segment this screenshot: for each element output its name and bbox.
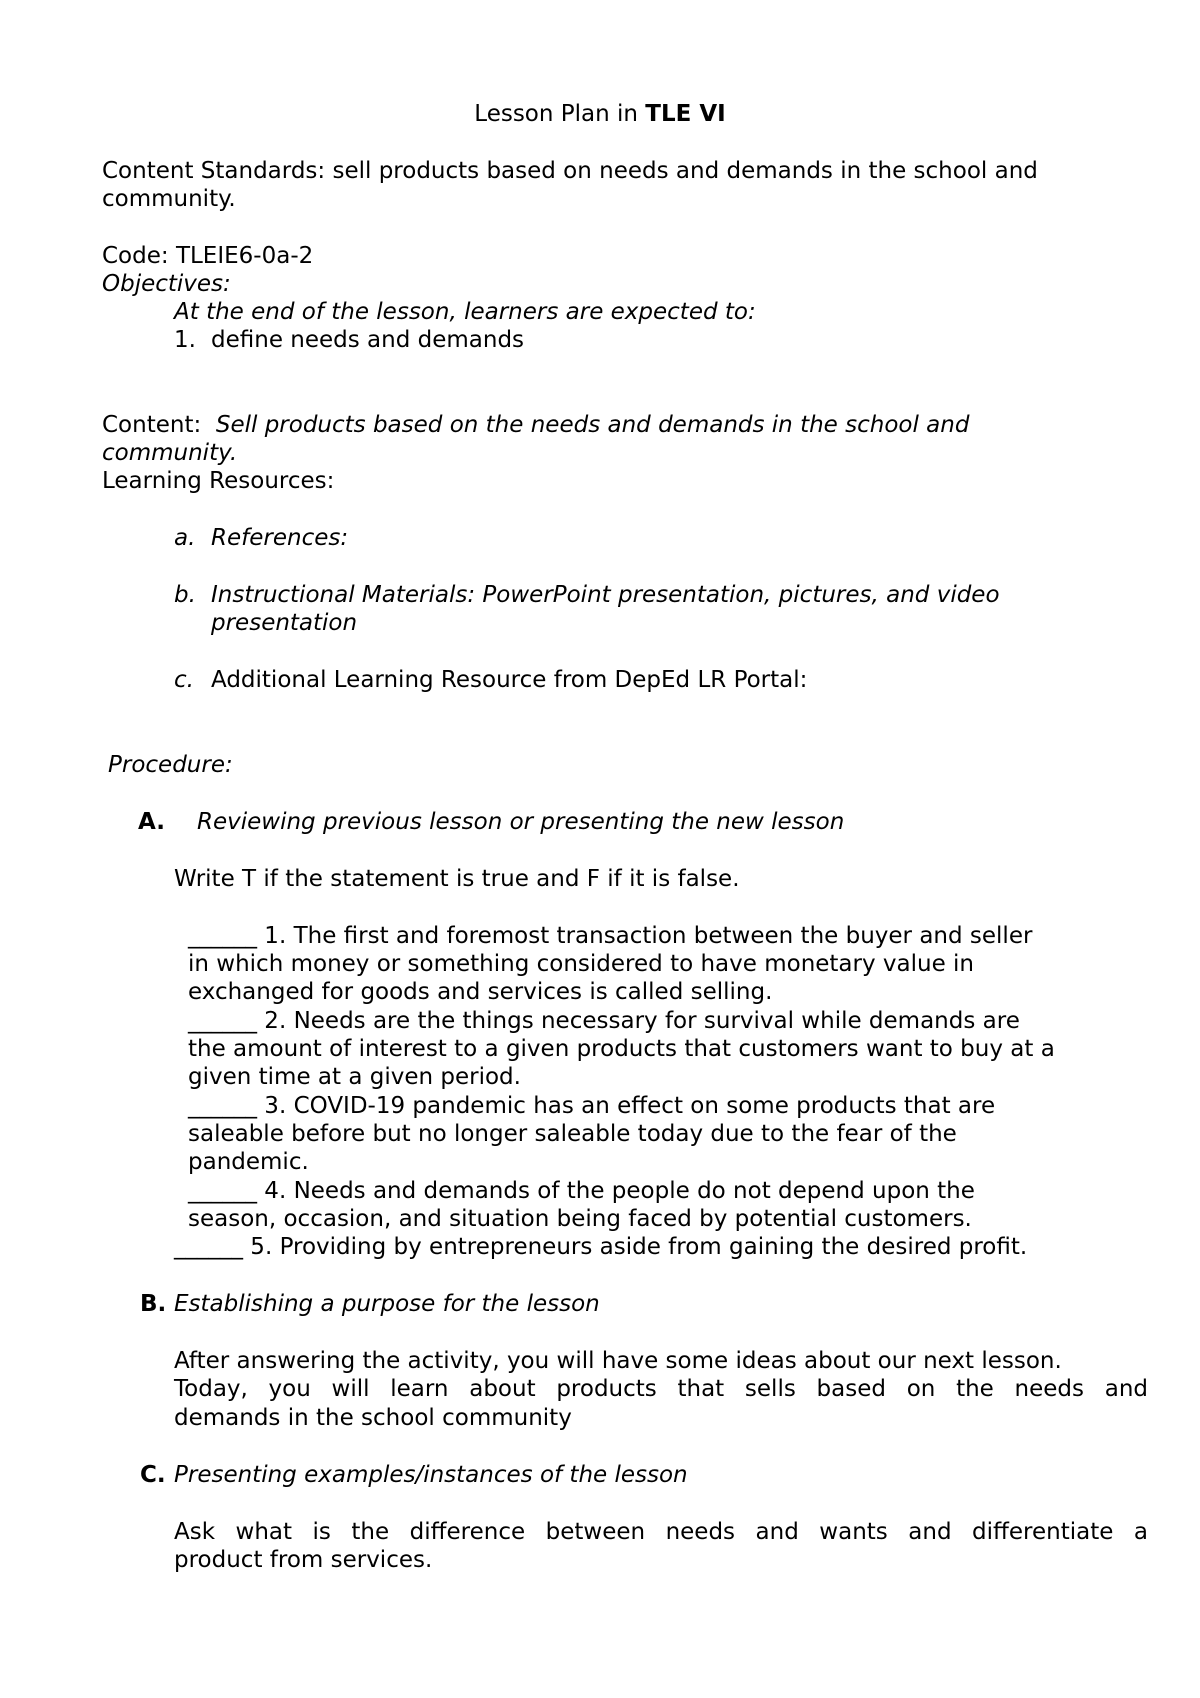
content-text: Sell products based on the needs and demands in the school and — [215, 412, 970, 438]
section-c-line2: product from services. — [174, 1547, 433, 1573]
quiz-line: the amount of interest to a given products that customers want to buy at a — [188, 1036, 1055, 1062]
quiz-line: given time at a given period. — [188, 1064, 521, 1090]
objectives-label: Objectives: — [102, 271, 231, 297]
quiz-line: saleable before but no longer saleable today due to the fear of the — [188, 1121, 957, 1147]
section-a-instruction: Write T if the statement is true and F if it is false. — [174, 866, 740, 892]
resource-b-line2: presentation — [211, 610, 358, 636]
content-line1 — [102, 411, 969, 439]
content-label: Content: — [102, 412, 202, 438]
quiz-line: exchanged for goods and services is called selling. — [188, 979, 773, 1005]
quiz-line: in which money or something considered to have monetary value in — [188, 951, 975, 977]
quiz-line: pandemic. — [188, 1149, 309, 1175]
content-line2: community. — [102, 440, 238, 466]
objective-item-number: 1. — [174, 327, 196, 353]
resource-b-marker: b. — [174, 582, 196, 608]
code-line: Code: TLEIE6-0a-2 — [102, 243, 314, 269]
section-c-line1: Ask what is the difference between needs and wants and differentiate a — [174, 1519, 1148, 1545]
quiz-line: ______ 2. Needs are the things necessary for survival while demands are — [188, 1008, 1020, 1034]
objectives-intro: At the end of the lesson, learners are expected to: — [174, 299, 756, 325]
resource-c-marker: c. — [174, 667, 194, 693]
content-standards-label: Content Standards: — [102, 158, 326, 184]
resource-a-text: References: — [211, 525, 349, 551]
section-a-marker: A. — [138, 809, 165, 835]
title-subject: TLE VI — [645, 101, 726, 127]
content-standards-line2: community. — [102, 186, 236, 212]
section-c-title: Presenting examples/instances of the lesson — [174, 1462, 688, 1488]
resource-b-line1: Instructional Materials: PowerPoint presentation, pictures, and video — [211, 582, 1000, 608]
content-standards-line1 — [102, 157, 1038, 185]
section-c-marker: C. — [140, 1462, 166, 1488]
section-b-marker: B. — [140, 1291, 167, 1317]
procedure-label: Procedure: — [108, 752, 233, 778]
content-standards-text: sell products based on needs and demands in the school and — [325, 158, 1038, 184]
section-b-title: Establishing a purpose for the lesson — [174, 1291, 600, 1317]
objective-item-text: define needs and demands — [211, 327, 525, 353]
section-a-title: Reviewing previous lesson or presenting the new lesson — [197, 809, 845, 835]
resource-a-marker: a. — [174, 525, 196, 551]
quiz-line: ______ 4. Needs and demands of the people do not depend upon the — [188, 1178, 975, 1204]
section-b-line1: After answering the activity, you will have some ideas about our next lesson. — [174, 1348, 1062, 1374]
quiz-line: ______ 1. The first and foremost transaction between the buyer and seller — [188, 923, 1033, 949]
section-b-line2: Today, you will learn about products that sells based on the needs and — [174, 1376, 1148, 1402]
title-prefix: Lesson Plan in — [474, 101, 646, 127]
quiz-item-5: ______ 5. Providing by entrepreneurs aside from gaining the desired profit. — [174, 1234, 1028, 1260]
quiz-line: ______ 3. COVID-19 pandemic has an effect on some products that are — [188, 1093, 996, 1119]
page-title — [0, 100, 1200, 128]
resource-c-text: Additional Learning Resource from DepEd LR Portal: — [211, 667, 808, 693]
section-b-line3: demands in the school community — [174, 1405, 572, 1431]
learning-resources-label: Learning Resources: — [102, 468, 335, 494]
quiz-line: season, occasion, and situation being faced by potential customers. — [188, 1206, 972, 1232]
